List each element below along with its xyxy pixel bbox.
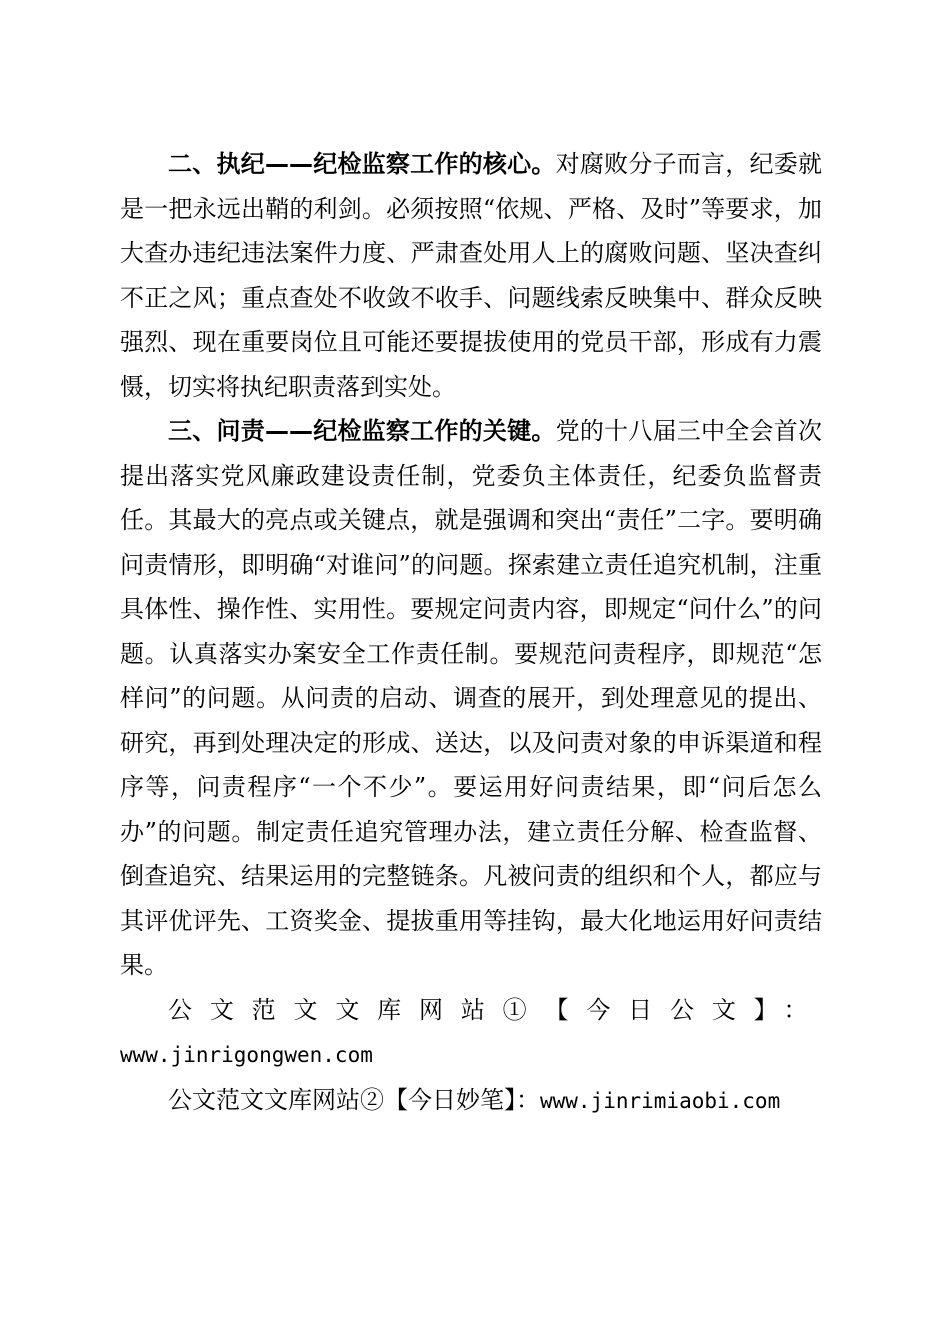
footer-link-2 — [120, 1078, 822, 1124]
footer-link-label: 公文范文文库网站①【今日公文】： — [168, 995, 822, 1024]
footer-link-url[interactable]: www.jinrimiaobi.com — [540, 1088, 781, 1113]
paragraph-heading: 三、问责——纪检监察工作的关键。 — [168, 417, 556, 445]
paragraph-body: 对腐败分子而言，纪委就是一把永远出鞘的利剑。必须按照“依规、严格、及时”等要求，加大查办违纪违法案件力度、严肃查处用人上的腐败问题、坚决查纠不正之风；重点查处不收敛不收手、问题线索反映集中、群众反映强烈、现在重要岗位且可能还要提拔使用的党员干部，形成有力震慑，切实将执纪职责落到实处。 — [120, 150, 823, 401]
footer-link-1 — [120, 988, 822, 1078]
paragraph-heading: 二、执纪——纪检监察工作的核心。 — [168, 150, 556, 178]
document-page — [120, 142, 822, 1123]
paragraph-body: 党的十八届三中全会首次提出落实党风廉政建设责任制，党委负主体责任，纪委负监督责任。其最大的亮点或关键点，就是强调和突出“责任”二字。要明确问责情形，即明确“对谁问”的问题。探索建立责任追究机制，注重具体性、操作性、实用性。要规定问责内容，即规定“问什么”的问题。认真落实办案安全工作责任制。要规范问责程序，即规范“怎样问”的问题。从问责的启动、调查的展开，到处理意见的提出、研究，再到处理决定的形成、送达，以及问责对象的申诉渠道和程序等，问责程序“一个不少”。要运用好问责结果，即“问后怎么办”的问题。制定责任追究管理办法，建立责任分解、检查监督、倒查追究、结果运用的完整链条。凡被问责的组织和个人，都应与其评优评先、工资奖金、提拔重用等挂钩，最大化地运用好问责结果。 — [120, 417, 823, 979]
paragraph-discipline — [120, 142, 822, 409]
footer-link-label: 公文范文文库网站②【今日妙笔】： — [168, 1085, 540, 1114]
footer-link-url[interactable]: www.jinrigongwen.com — [120, 1043, 373, 1067]
paragraph-accountability — [120, 409, 822, 988]
